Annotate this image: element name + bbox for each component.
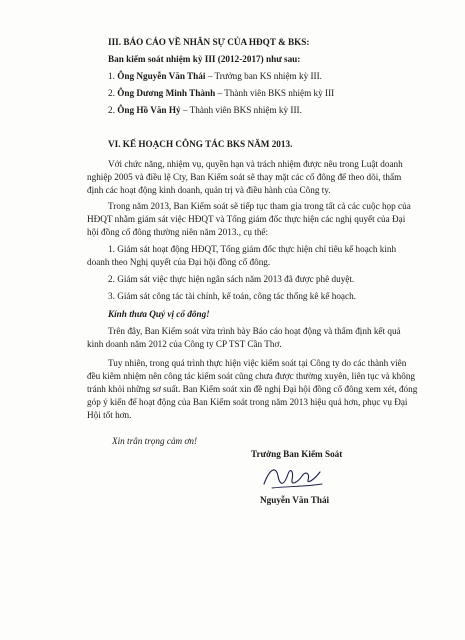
- section-3-subheading: Ban kiểm soát nhiệm kỳ III (2012-2017) như sau:: [108, 54, 301, 64]
- paragraph-4-line-4: góp ý kiến để hoạt động của Ban Kiểm soát trong năm 2013 hiệu quả hơn, phục vụ Đại: [87, 397, 408, 407]
- paragraph-3-line-1: Trên đây, Ban Kiểm soát vừa trình bày Báo cáo hoạt động và thẩm định kết quả: [108, 326, 401, 336]
- paragraph-4-line-2: đều kiêm nhiệm nên công tác kiểm soát cũng chưa được thường xuyên, liên tục và không: [87, 371, 416, 381]
- plan-item-3: 3. Giám sát công tác tài chính, kế toán, công tác thống kê kế hoạch.: [108, 291, 356, 301]
- salutation: Kính thưa Quý vị cổ đông!: [108, 309, 210, 319]
- member-role: – Thành viên BKS nhiệm kỳ III: [215, 88, 335, 98]
- paragraph-2-line-2: HĐQT nhằm giám sát việc HĐQT và Tổng giám đốc thực hiện các nghị quyết của Đại: [87, 214, 406, 224]
- member-role: – Trưởng ban KS nhiệm kỳ III.: [205, 71, 322, 81]
- paragraph-4-line-5: Hội tốt hơn.: [87, 410, 132, 420]
- plan-item-2: 2. Giám sát việc thực hiện ngân sách năm 2013 đã được phê duyệt.: [108, 274, 355, 284]
- member-name: Ông Dương Minh Thành: [117, 88, 216, 98]
- member-number: 2.: [108, 88, 115, 98]
- member-role: – Thành viên BKS nhiệm kỳ III.: [180, 105, 302, 115]
- paragraph-4-line-1: Tuy nhiên, trong quá trình thực hiện việc kiểm soát tại Công ty do các thành viên: [108, 358, 407, 368]
- paragraph-2-line-3: hội đồng cổ đông thường niên năm 2013., cụ thể:: [87, 227, 269, 237]
- member-3: [108, 105, 302, 116]
- closing-text: Xin trân trọng cảm ơn!: [112, 436, 198, 446]
- member-number: 2.: [108, 105, 115, 115]
- paragraph-2-line-1: Trong năm 2013, Ban Kiểm soát sẽ tiếp tục tham gia trong tất cả các cuộc họp của: [108, 201, 411, 211]
- member-1: [108, 71, 322, 82]
- handwritten-signature: [258, 460, 328, 494]
- signature-title: Trưởng Ban Kiểm Soát: [251, 449, 343, 459]
- paragraph-4-line-3: tránh khỏi những sơ suất. Ban Kiểm soát xin đề nghị Đại hội đồng cổ đông xem xét, đóng: [87, 384, 418, 394]
- paragraph-3-line-2: kinh doanh năm 2012 của Công ty CP TST Cần Thơ.: [87, 339, 282, 349]
- plan-item-1-line-1: 1. Giám sát hoạt động HĐQT, Tổng giám đốc thực hiện chỉ tiêu kế hoạch kinh: [108, 244, 397, 254]
- member-2: [108, 88, 334, 99]
- member-name: Ông Hồ Văn Hỷ: [117, 105, 181, 115]
- section-3-heading: III. BÁO CÁO VỀ NHÂN SỰ CỦA HĐQT & BKS:: [108, 37, 310, 47]
- member-number: 1.: [108, 71, 115, 81]
- paragraph-1-line-1: Với chức năng, nhiệm vụ, quyền hạn và trách nhiệm được nêu trong Luật doanh: [108, 159, 403, 169]
- paragraph-1-line-3: định các hoạt động kinh doanh, quản trị và điều hành của Công ty.: [87, 185, 331, 195]
- signatory-name: Nguyễn Văn Thái: [260, 495, 330, 505]
- plan-item-1-line-2: doanh theo Nghị quyết của Đại hội đồng cổ đông.: [87, 257, 271, 267]
- section-6-heading: VI. KẾ HOẠCH CÔNG TÁC BKS NĂM 2013.: [108, 139, 293, 149]
- member-name: Ông Nguyễn Văn Thái: [117, 71, 206, 81]
- paragraph-1-line-2: nghiệp 2005 và điều lệ Cty, Ban Kiểm soát sẽ thay mặt các cổ đông để theo dõi, thẩm: [87, 172, 402, 182]
